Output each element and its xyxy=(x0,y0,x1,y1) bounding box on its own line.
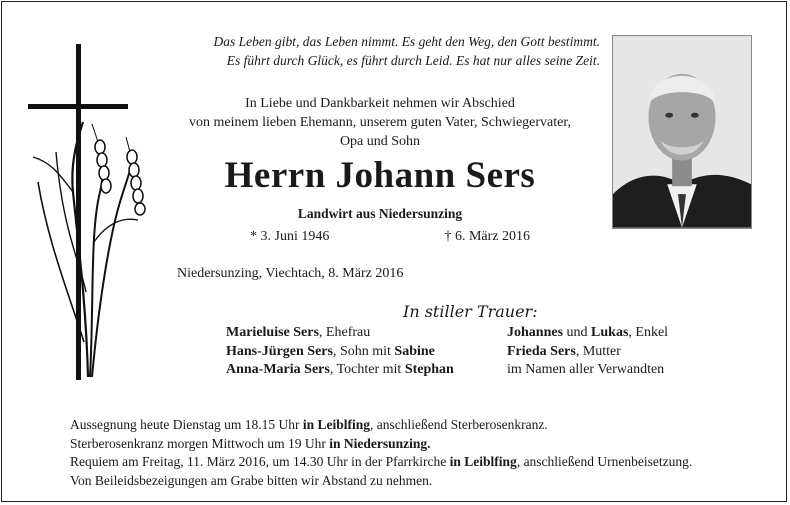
list-item xyxy=(226,361,454,380)
mourner-name: Marieluise Sers xyxy=(226,325,319,340)
service-text: , anschließend Sterberosenkranz. xyxy=(370,417,548,432)
service-text: , anschließend Urnenbeisetzung. xyxy=(516,454,693,469)
death-date: † 6. März 2016 xyxy=(444,229,530,244)
mourner-relation: , Mutter xyxy=(575,343,621,359)
mourner-relation: , Sohn mit xyxy=(332,343,395,359)
service-details xyxy=(70,416,692,472)
list-item: im Namen aller Verwandten xyxy=(507,362,665,377)
mourner-name: Johannes xyxy=(507,325,564,340)
service-text: Aussegnung heute Dienstag um 18.15 Uhr xyxy=(70,417,303,432)
service-line xyxy=(70,435,692,454)
list-item xyxy=(507,343,668,362)
birth-date: * 3. Juni 1946 xyxy=(250,229,330,244)
service-location: in Leiblfing xyxy=(302,417,370,432)
service-location: in Leiblfing xyxy=(449,454,517,469)
quote-line-2: Es führt durch Glück, es führt durch Leid. Es hat nur alles seine Zeit. xyxy=(226,53,600,68)
mourner-partner: Stephan xyxy=(404,362,454,377)
mourner-partner: Sabine xyxy=(394,343,435,359)
mourner-relation: , Tochter mit xyxy=(329,362,405,377)
mourners-right xyxy=(507,324,668,380)
mourner-name: Frieda Sers xyxy=(507,343,576,359)
mourning-heading: In stiller Trauer: xyxy=(403,302,538,321)
service-line xyxy=(70,453,692,472)
mourner-name: Hans-Jürgen Sers xyxy=(226,343,333,359)
mourner-name: Anna-Maria Sers xyxy=(226,362,330,377)
mourner-connector: und xyxy=(563,325,592,340)
deceased-name: Herrn Johann Sers xyxy=(224,155,536,196)
life-dates xyxy=(250,229,530,245)
service-text: Sterberosenkranz morgen Mittwoch um 19 Uhr xyxy=(70,435,330,451)
quote xyxy=(160,32,600,70)
quote-line-1: Das Leben gibt, das Leben nimmt. Es geht den Weg, den Gott bestimmt. xyxy=(213,34,600,49)
place-date: Niedersunzing, Viechtach, 8. März 2016 xyxy=(177,266,404,281)
deceased-occupation: Landwirt aus Niedersunzing xyxy=(297,206,463,221)
mourner-relation: , Enkel xyxy=(628,325,669,340)
list-item xyxy=(507,324,668,343)
intro-line-3: Opa und Sohn xyxy=(339,134,421,149)
mourner-name: Lukas xyxy=(591,325,629,340)
mourners-left xyxy=(226,324,454,380)
intro-line-1: In Liebe und Dankbarkeit nehmen wir Abschied xyxy=(245,96,515,111)
list-item xyxy=(226,343,454,362)
service-line xyxy=(70,416,692,435)
portrait-photo xyxy=(612,35,752,229)
closing-note: Von Beileidsbezeigungen am Grabe bitten wir Abstand zu nehmen. xyxy=(70,473,433,488)
intro-line-2: von meinem lieben Ehemann, unserem guten Vater, Schwiegervater, xyxy=(189,115,571,130)
list-item xyxy=(226,324,454,343)
service-location: in Niedersunzing. xyxy=(329,435,431,451)
service-text: Requiem am Freitag, 11. März 2016, um 14.30 Uhr in der Pfarrkirche xyxy=(70,454,450,469)
intro-text xyxy=(160,94,600,151)
cross-with-wheat-icon xyxy=(28,42,158,382)
mourner-relation: , Ehefrau xyxy=(318,325,371,340)
